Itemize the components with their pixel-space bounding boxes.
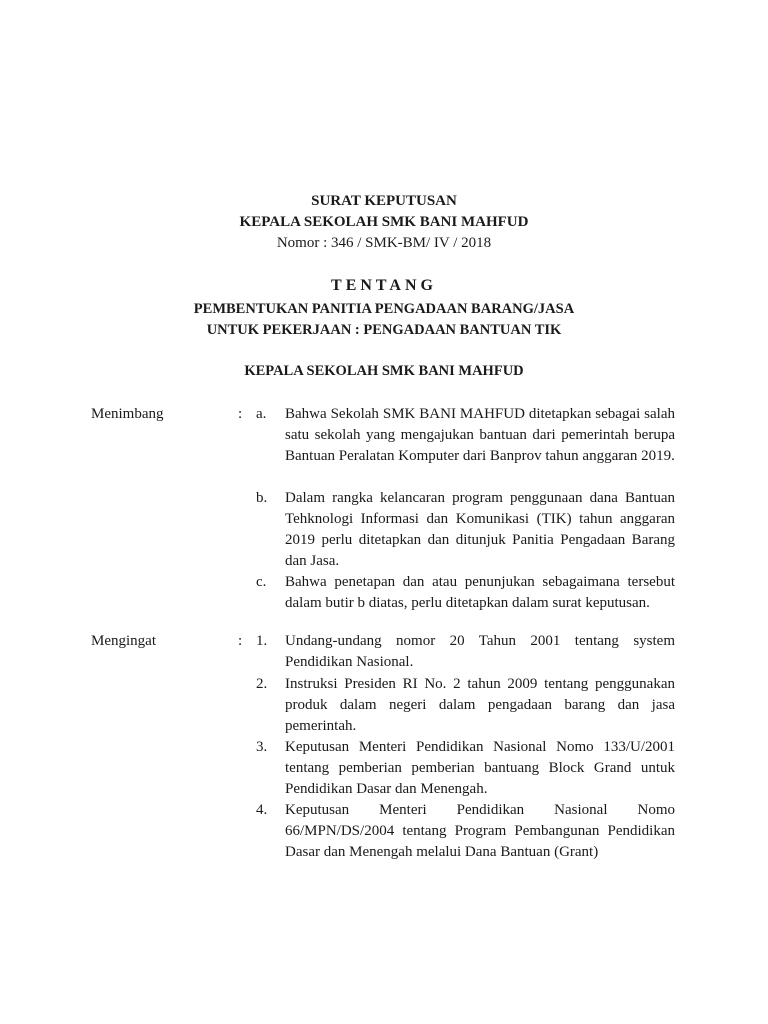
list-marker: c. [256, 574, 267, 590]
list-item-text: Dalam rangka kelancaran program penggunaan dana Bantuan Tehknologi Informasi dan Komunikasi (TIK) tahun anggaran 2019 perlu ditetapkan dan ditunjuk Panitia Pengadaan Barang dan Jasa. [285, 490, 675, 569]
list-item-text: Bahwa penetapan dan atau penunjukan sebagaimana tersebut dalam butir b diatas, perlu ditetapkan dalam surat keputusan. [285, 574, 675, 611]
document-title: SURAT KEPUTUSAN [311, 193, 457, 209]
mengingat-colon: : [238, 633, 243, 649]
list-item-text: Bahwa Sekolah SMK BANI MAHFUD ditetapkan sebagai salah satu sekolah yang mengajukan bantuan dari pemerintah berupa Bantuan Peralatan Komputer dari Banprov tahun anggaran 2019. [285, 406, 675, 464]
list-item-text: Undang-undang nomor 20 Tahun 2001 tentang system Pendidikan Nasional. [285, 633, 675, 670]
document-number: Nomor : 346 / SMK-BM/ IV / 2018 [276, 235, 492, 251]
tentang-heading: TENTANG [331, 277, 437, 294]
list-item-text: Instruksi Presiden RI No. 2 tahun 2009 tentang penggunakan produk dalam negeri dalam pengadaan barang dan jasa pemerintah. [285, 676, 675, 734]
document-issuer-heading: KEPALA SEKOLAH SMK BANI MAHFUD [239, 214, 529, 230]
list-marker: a. [256, 406, 267, 422]
menimbang-colon: : [238, 406, 243, 422]
menimbang-label: Menimbang [91, 406, 164, 422]
subject-line-1: PEMBENTUKAN PANITIA PENGADAAN BARANG/JASA [193, 301, 575, 317]
list-marker: b. [256, 490, 268, 506]
list-marker: 2. [256, 676, 268, 692]
list-item-text: Keputusan Menteri Pendidikan Nasional Nomo 133/U/2001 tentang pemberian pemberian bantuang Block Grand untuk Pendidikan Dasar dan Menengah. [285, 739, 675, 797]
list-marker: 1. [256, 633, 268, 649]
subject-line-2: UNTUK PEKERJAAN : PENGADAAN BANTUAN TIK [206, 322, 562, 338]
list-item-text: Keputusan Menteri Pendidikan Nasional Nomo 66/MPN/DS/2004 tentang Program Pembangunan Pendidikan Dasar dan Menengah melalui Dana Bantuan (Grant) [285, 802, 675, 860]
list-marker: 3. [256, 739, 268, 755]
issuer-heading: KEPALA SEKOLAH SMK BANI MAHFUD [244, 363, 524, 379]
list-marker: 4. [256, 802, 268, 818]
mengingat-label: Mengingat [91, 633, 156, 649]
